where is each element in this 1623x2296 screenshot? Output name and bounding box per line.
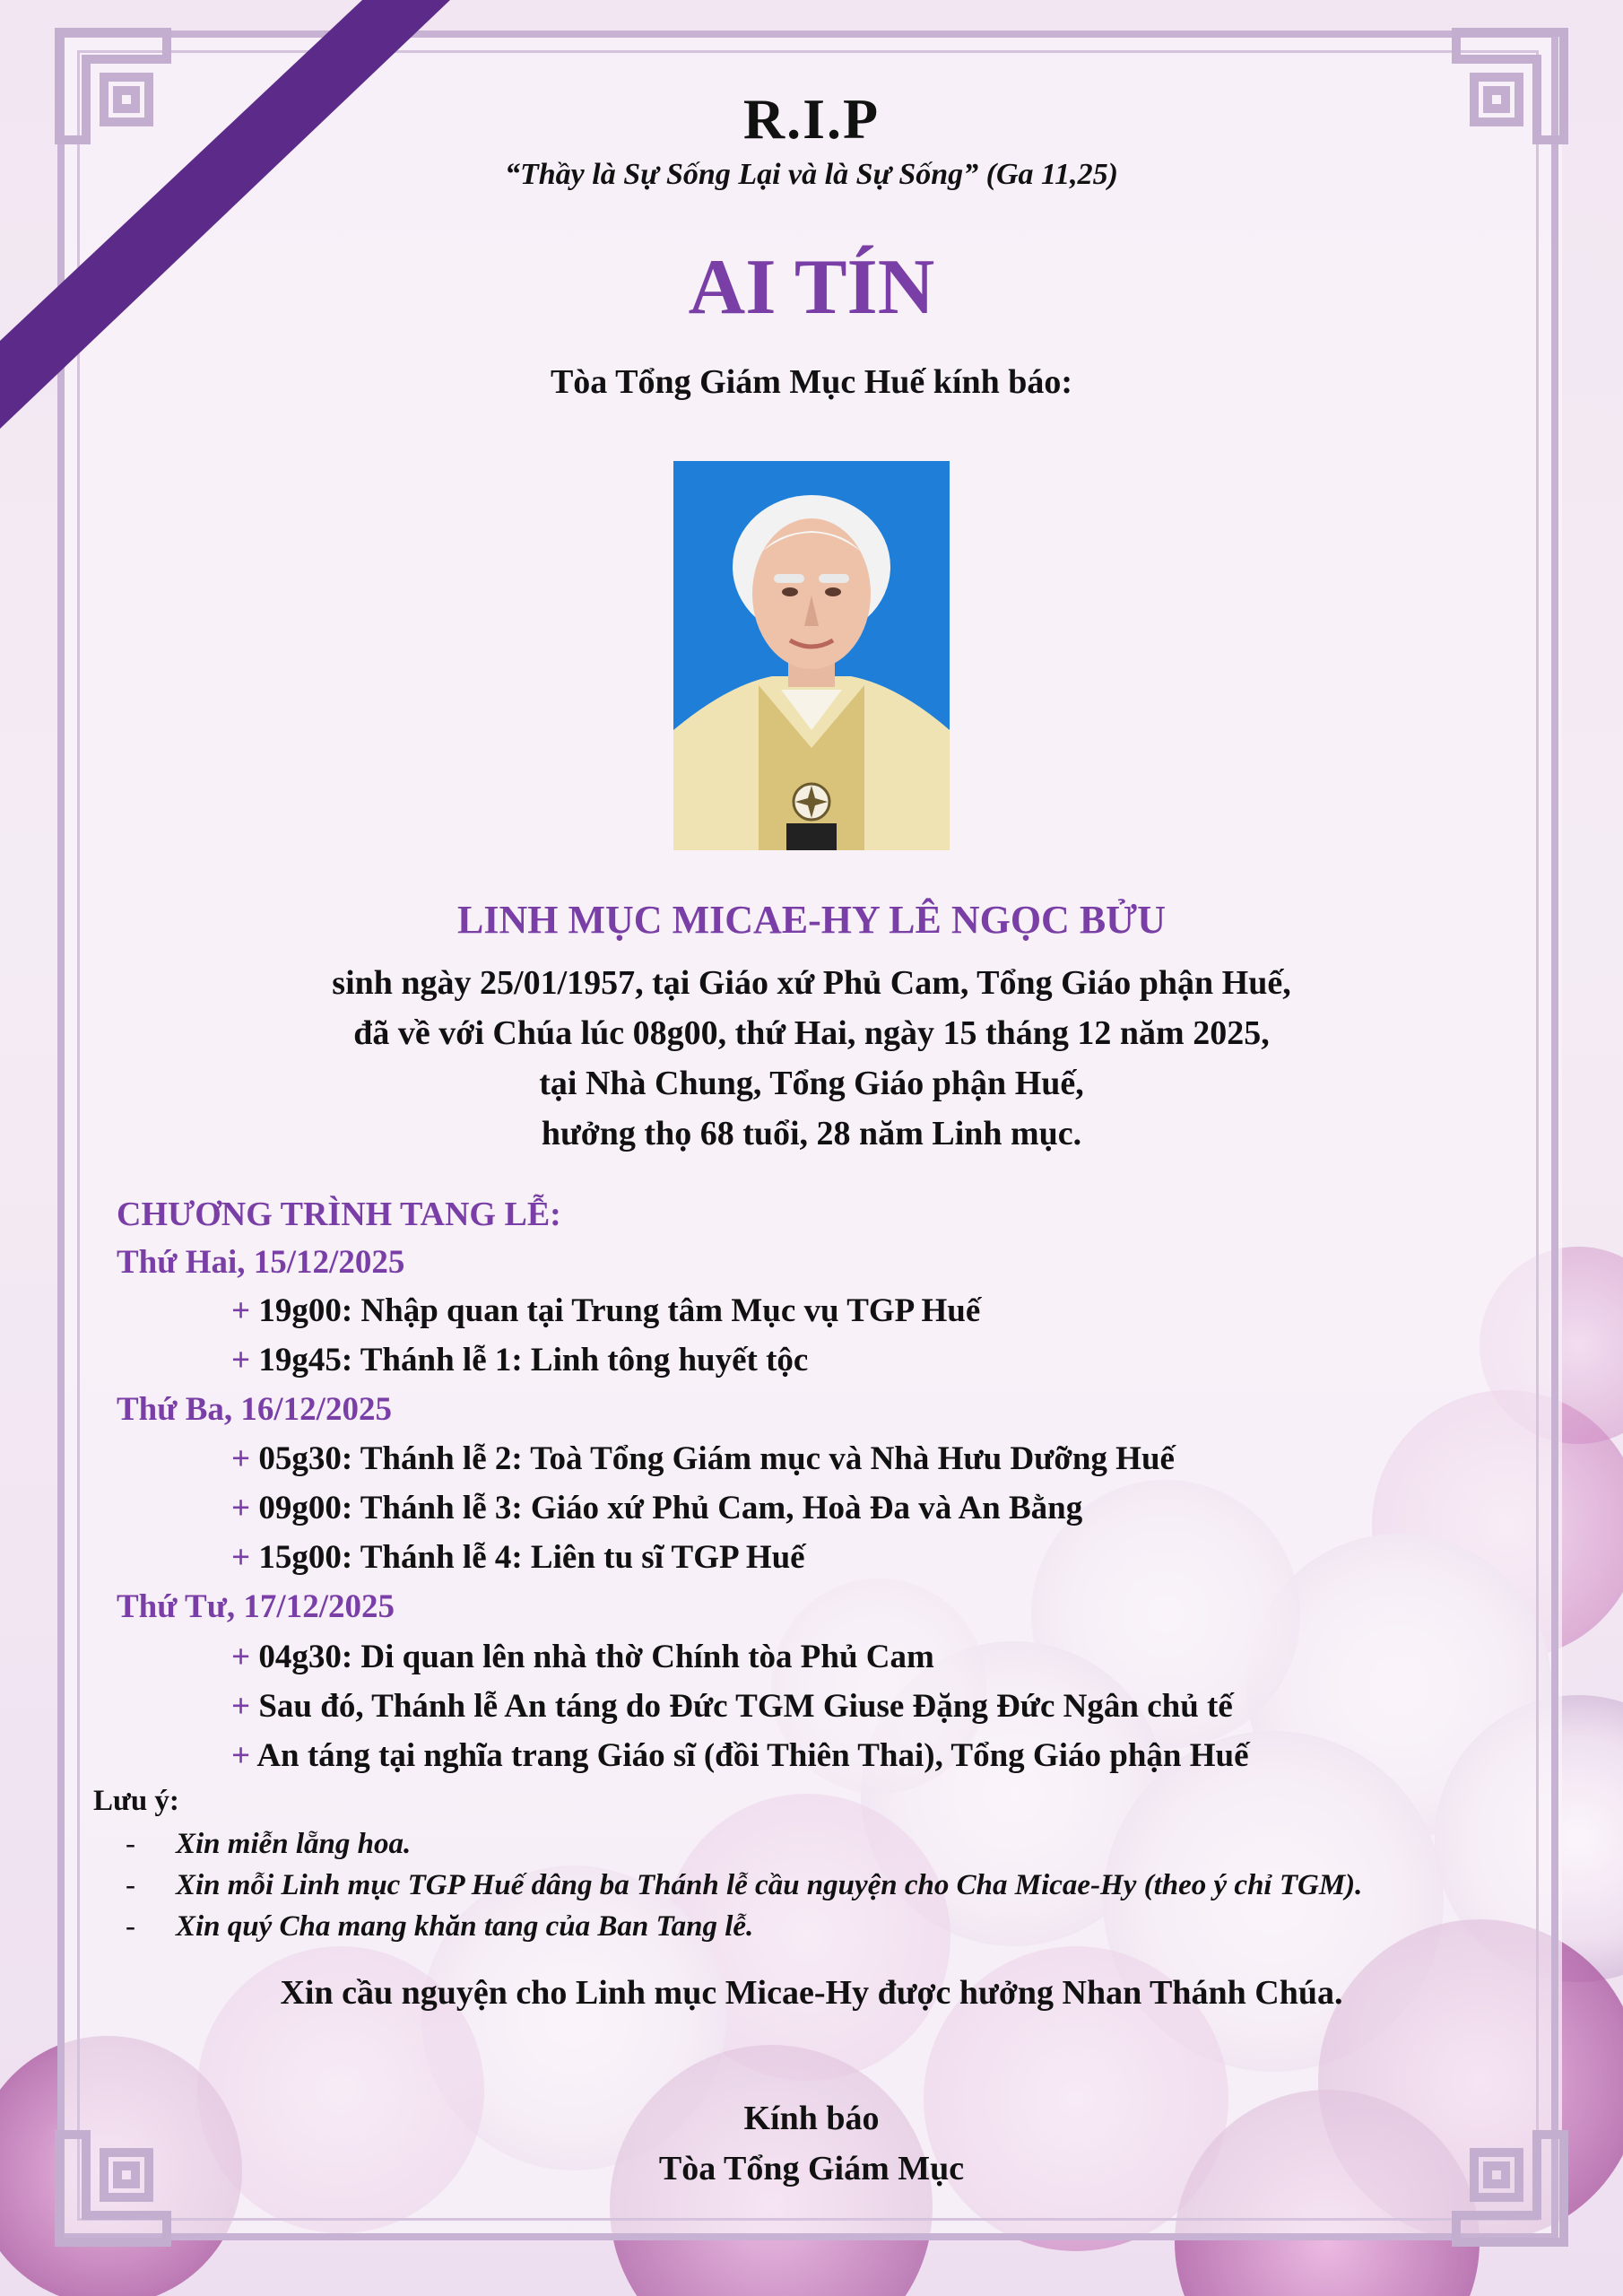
- bio-line-death: đã về với Chúa lúc 08g00, thứ Hai, ngày 15 tháng 12 năm 2025,: [353, 1014, 1270, 1052]
- schedule-item-text: An táng tại nghĩa trang Giáo sĩ (đồi Thiên Thai), Tổng Giáo phận Huế: [256, 1737, 1249, 1774]
- note-dash: -: [126, 1869, 135, 1901]
- scripture-verse: “Thầy là Sự Sống Lại và là Sự Sống” (Ga 11,25): [505, 158, 1118, 191]
- schedule-item: [231, 1489, 1082, 1527]
- deceased-name: LINH MỤC MICAE-HY LÊ NGỌC BỬU: [457, 898, 1166, 942]
- bullet-plus: +: [231, 1292, 251, 1329]
- schedule-item: [231, 1638, 934, 1676]
- announcer-line: Tòa Tổng Giám Mục Huế kính báo:: [550, 363, 1073, 401]
- schedule-item: [231, 1538, 805, 1577]
- regards-line: Kính báo: [743, 2100, 880, 2137]
- schedule-item: [231, 1736, 1249, 1775]
- schedule-item: [231, 1439, 1175, 1478]
- priest-portrait: [673, 461, 950, 850]
- bullet-plus: +: [231, 1490, 251, 1526]
- bullet-plus: +: [231, 1737, 251, 1774]
- rip-heading: R.I.P: [742, 87, 881, 151]
- bullet-plus: +: [231, 1639, 251, 1675]
- schedule-item-text: 09g00: Thánh lễ 3: Giáo xứ Phủ Cam, Hoà Đa và An Bằng: [258, 1490, 1083, 1526]
- bio-line-age: hưởng thọ 68 tuổi, 28 năm Linh mục.: [541, 1115, 1082, 1152]
- note-item: [126, 1910, 753, 1944]
- schedule-item: [231, 1687, 1233, 1726]
- note-text: Xin mỗi Linh mục TGP Huế dâng ba Thánh lễ cầu nguyện cho Cha Micae-Hy (theo ý chỉ TGM).: [176, 1869, 1363, 1901]
- schedule-item-text: 19g00: Nhập quan tại Trung tâm Mục vụ TGP Huế: [258, 1292, 981, 1329]
- schedule-item-text: 04g30: Di quan lên nhà thờ Chính tòa Phủ Cam: [258, 1639, 934, 1675]
- note-item: [126, 1869, 1362, 1902]
- schedule-day-3: Thứ Tư, 17/12/2025: [117, 1588, 395, 1625]
- corner-ornament-bottom-right: [1447, 2126, 1573, 2251]
- notes-title: Lưu ý:: [93, 1785, 179, 1817]
- bullet-plus: +: [231, 1539, 251, 1576]
- bullet-plus: +: [231, 1440, 251, 1477]
- schedule-item: [231, 1341, 808, 1379]
- schedule-item-text: 15g00: Thánh lễ 4: Liên tu sĩ TGP Huế: [258, 1539, 805, 1576]
- bullet-plus: +: [231, 1688, 251, 1725]
- note-text: Xin quý Cha mang khăn tang của Ban Tang lễ.: [176, 1910, 754, 1943]
- schedule-title: CHƯƠNG TRÌNH TANG LỄ:: [117, 1196, 561, 1233]
- schedule-item-text: Sau đó, Thánh lễ An táng do Đức TGM Giuse Đặng Đức Ngân chủ tế: [258, 1688, 1233, 1725]
- schedule-item-text: 05g30: Thánh lễ 2: Toà Tổng Giám mục và Nhà Hưu Dưỡng Huế: [258, 1440, 1175, 1477]
- corner-ornament-bottom-left: [50, 2126, 176, 2251]
- note-text: Xin miễn lẵng hoa.: [176, 1828, 412, 1860]
- bio-line-birth: sinh ngày 25/01/1957, tại Giáo xứ Phủ Cam, Tổng Giáo phận Huế,: [332, 964, 1291, 1002]
- schedule-item: [231, 1292, 980, 1330]
- note-item: [126, 1828, 411, 1861]
- schedule-item-text: 19g45: Thánh lễ 1: Linh tông huyết tộc: [258, 1342, 809, 1378]
- prayer-line: Xin cầu nguyện cho Linh mục Micae-Hy được hưởng Nhan Thánh Chúa.: [280, 1974, 1343, 2012]
- signature-line: Tòa Tổng Giám Mục: [658, 2150, 965, 2187]
- note-dash: -: [126, 1828, 135, 1860]
- bullet-plus: +: [231, 1342, 251, 1378]
- schedule-day-2: Thứ Ba, 16/12/2025: [117, 1391, 392, 1428]
- schedule-day-1: Thứ Hai, 15/12/2025: [117, 1244, 405, 1281]
- note-dash: -: [126, 1910, 135, 1943]
- bio-line-place: tại Nhà Chung, Tổng Giáo phận Huế,: [539, 1065, 1084, 1102]
- page-title: AI TÍN: [688, 244, 935, 331]
